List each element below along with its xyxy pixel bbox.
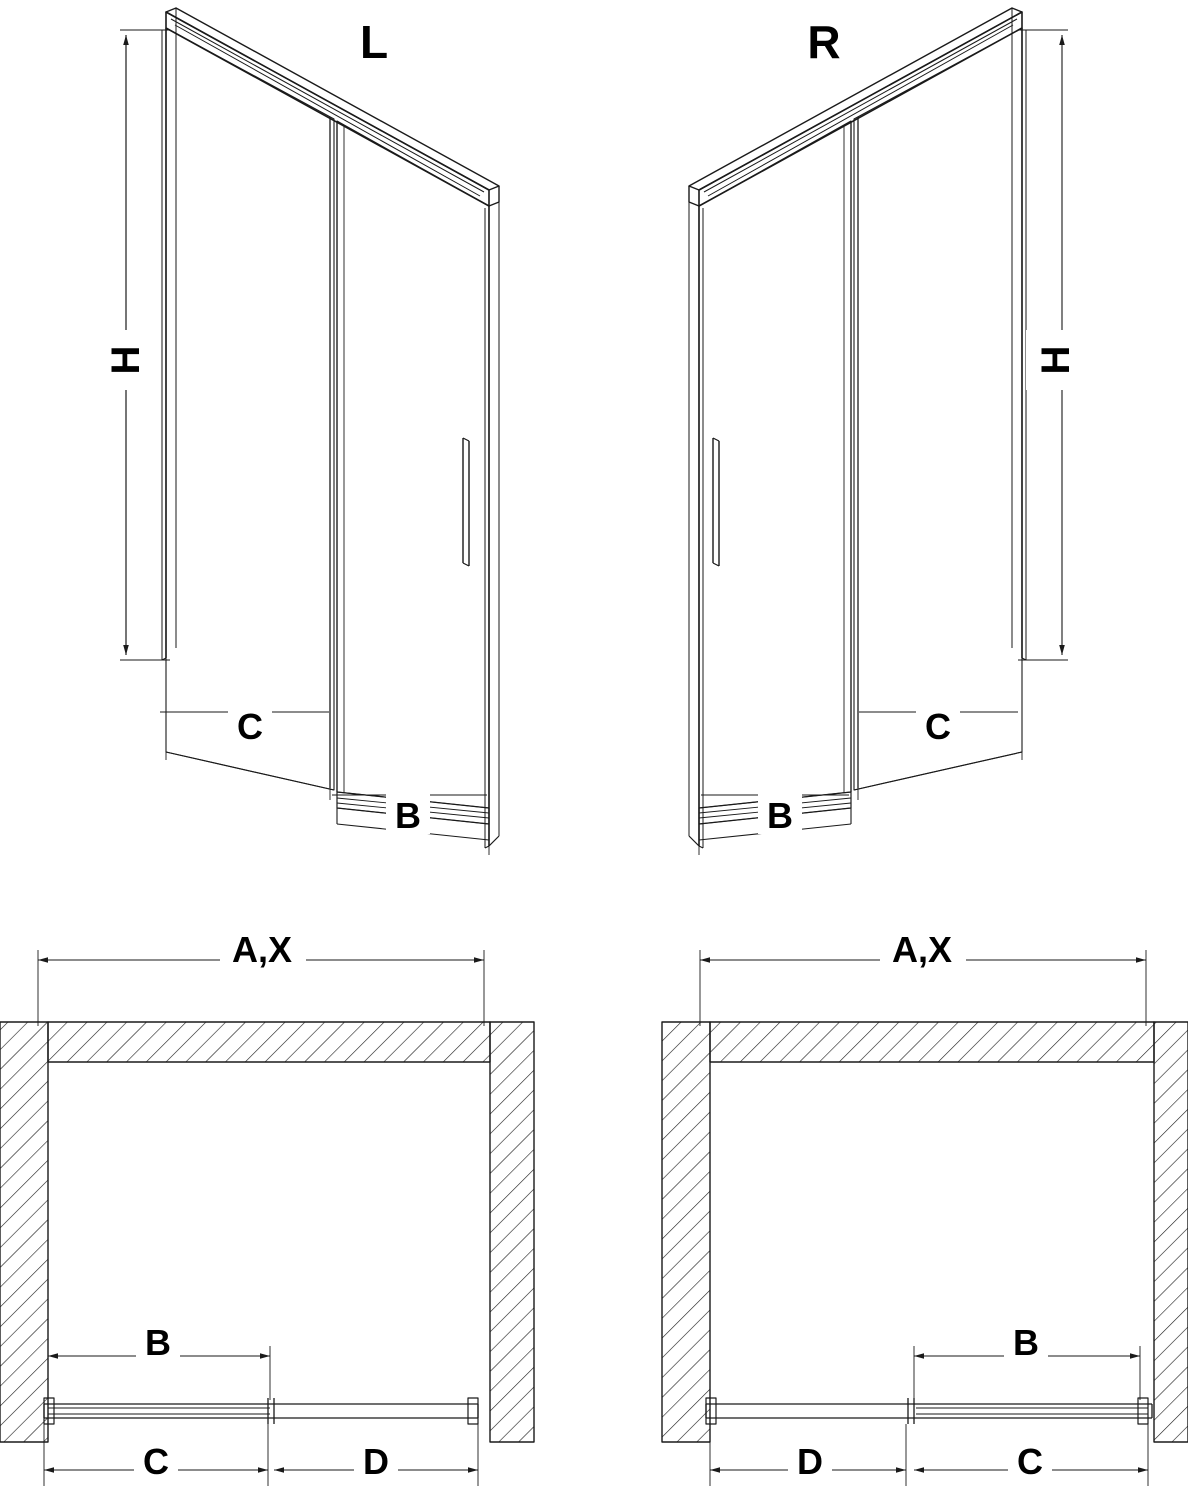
- plan-left-opening-label: D: [363, 1441, 389, 1482]
- plan-right-fixed-label: C: [1017, 1441, 1043, 1482]
- plan-view-left: [0, 950, 534, 1486]
- plan-right-opening-label: D: [797, 1441, 823, 1482]
- iso-view-left: [120, 8, 499, 855]
- iso-right-fixed-label: C: [925, 706, 951, 747]
- iso-left-height-label: H: [104, 345, 148, 375]
- plan-right-overall-label: A,X: [891, 929, 953, 970]
- plan-right-door-label: B: [1013, 1322, 1039, 1363]
- plan-view-right: [662, 950, 1188, 1486]
- plan-left-overall-label: A,X: [231, 929, 293, 970]
- plan-left-door-label: B: [145, 1322, 171, 1363]
- plan-left-fixed-label: C: [143, 1441, 169, 1482]
- iso-right-door-label: B: [767, 795, 793, 836]
- variant-label-left: L: [359, 16, 389, 68]
- iso-left-fixed-label: C: [237, 706, 263, 747]
- variant-label-right: R: [807, 16, 841, 68]
- iso-right-height-label: H: [1034, 345, 1078, 375]
- iso-left-door-label: B: [395, 795, 421, 836]
- iso-view-right: [689, 8, 1068, 855]
